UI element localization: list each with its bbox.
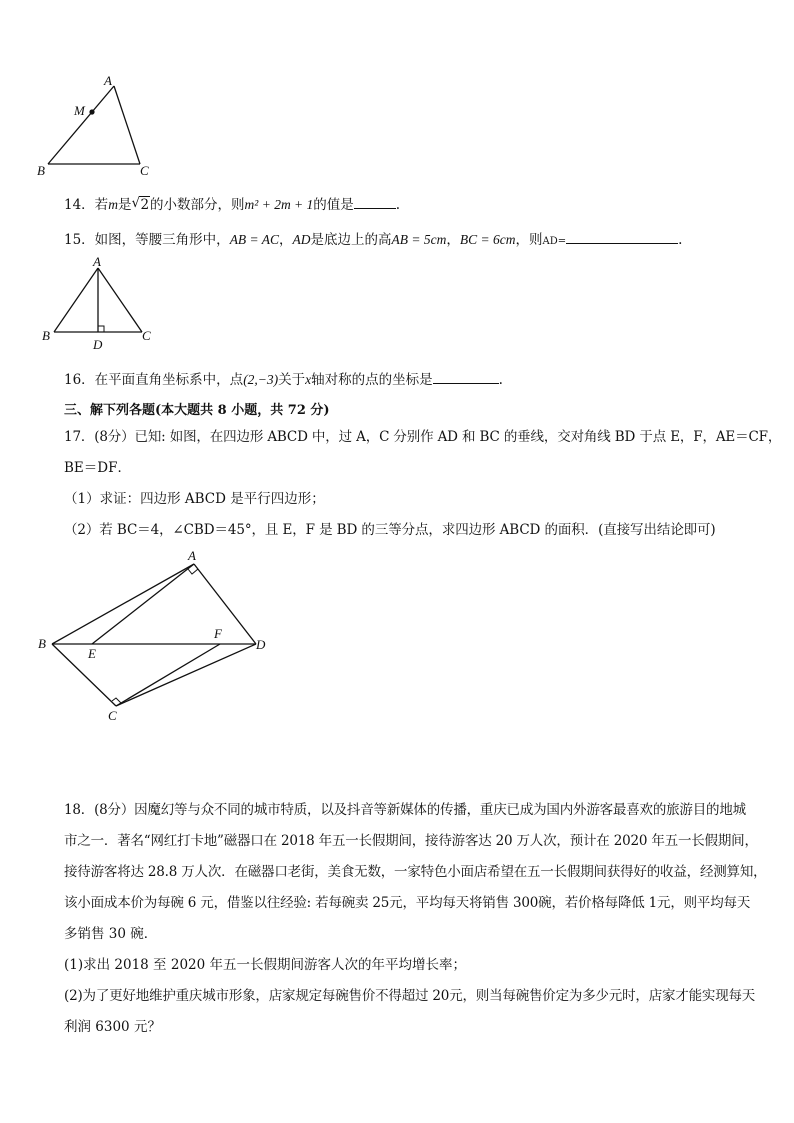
- segment-ba: [52, 564, 194, 644]
- question-18-line-5: 多销售 30 碗．: [64, 926, 158, 942]
- q14-expression: m² + 2m + 1: [244, 197, 314, 212]
- question-17-line-1: 17．(8分）已知: 如图，在四边形 ABCD 中，过 A，C 分别作 AD 和 BC 的垂线，交对角线 BD 于点 E，F，AE＝CF，: [64, 429, 782, 445]
- segment-ab: [54, 268, 98, 332]
- q16-number: 16．在平面直角坐标系中，点: [64, 372, 244, 388]
- label-e: E: [88, 646, 96, 661]
- segment-ab: [48, 86, 114, 164]
- question-16: 16．在平面直角坐标系中，点(2,−3)关于x轴对称的点的坐标是 .: [64, 369, 503, 389]
- label-a: A: [188, 548, 196, 563]
- right-angle-mark-a: [188, 569, 198, 574]
- q16-answer-blank[interactable]: [433, 369, 499, 384]
- section-heading-3: 三、解下列各题(本大题共 8 小题，共 72 分): [64, 403, 330, 418]
- question-15: 15．如图，等腰三角形中，AB = AC，AD是底边上的高AB = 5cm，BC = 6cm，则AD= .: [64, 229, 682, 251]
- segment-ac: [114, 86, 140, 164]
- right-angle-mark-c: [112, 698, 121, 703]
- question-18-part-1: (1)求出 2018 至 2020 年五一长假期间游客人次的年平均增长率；: [64, 957, 467, 973]
- segment-ad: [194, 564, 256, 644]
- q14-var-m: m: [108, 197, 118, 212]
- quadrilateral-figure-17: [34, 548, 274, 728]
- q14-number: 14．若: [64, 197, 109, 213]
- question-17-line-2: BE＝DF．: [64, 460, 131, 476]
- label-b: B: [37, 163, 45, 178]
- question-17-part-1: （1）求证：四边形 ABCD 是平行四边形；: [64, 491, 325, 507]
- question-14: 14．若m是 √ 2的小数部分，则m² + 2m + 1的值是 .: [64, 195, 401, 213]
- label-a: A: [104, 73, 112, 88]
- label-b: B: [42, 328, 50, 343]
- label-b: B: [38, 636, 46, 651]
- label-c: C: [140, 163, 149, 178]
- segment-cb: [52, 644, 116, 706]
- question-18-line-3: 接待游客将达 28.8 万人次．在磁器口老街，美食无数，一家特色小面店希望在五一长假期间获得好的收益，经测算知，: [64, 864, 767, 880]
- label-d: D: [256, 637, 266, 652]
- question-18-line-2: 市之一．著名“网红打卡地”磁器口在 2018 年五一长假期间，接待游客达 20 万人次，预计在 2020 年五一长假期间，: [64, 833, 758, 849]
- label-c: C: [108, 708, 117, 723]
- q14-answer-blank[interactable]: [354, 194, 396, 209]
- segment-dc: [116, 644, 256, 706]
- question-18-line-4: 该小面成本价为每碗 6 元，借鉴以往经验: 若每碗卖 25元，平均每天将销售 300碗，若价格每降低 1元，则平均每天: [64, 895, 751, 911]
- segment-ae: [92, 564, 194, 644]
- point-m: [89, 109, 94, 114]
- question-18-part-3: 利润 6300 元？: [64, 1019, 161, 1035]
- q15-answer-blank[interactable]: [566, 229, 678, 244]
- triangle-figure-13: [36, 73, 156, 178]
- label-d: D: [93, 337, 103, 352]
- sqrt-2: √ 2: [131, 195, 150, 213]
- question-18-part-2: (2)为了更好地维护重庆城市形象，店家规定每碗售价不得超过 20元，则当每碗售价定为多少元时，店家才能实现每天: [64, 988, 756, 1004]
- label-m: M: [74, 103, 85, 118]
- right-angle-mark: [98, 326, 104, 332]
- triangle-figure-15: [40, 256, 160, 356]
- question-17-part-2: （2）若 BC＝4，∠CBD＝45°，且 E，F 是 BD 的三等分点，求四边形 ABCD 的面积．(直接写出结论即可): [64, 522, 716, 538]
- label-f: F: [214, 626, 222, 641]
- label-c: C: [142, 328, 151, 343]
- q15-ad-label: AD=: [542, 236, 567, 247]
- question-18-line-1: 18．(8分）因魔幻等与众不同的城市特质，以及抖音等新媒体的传播，重庆已成为国内外游客最喜欢的旅游目的地城: [64, 802, 746, 818]
- segment-cf: [116, 644, 220, 706]
- label-a: A: [93, 254, 101, 269]
- segment-ac: [98, 268, 142, 332]
- q15-number: 15．如图，等腰三角形中，: [64, 232, 230, 248]
